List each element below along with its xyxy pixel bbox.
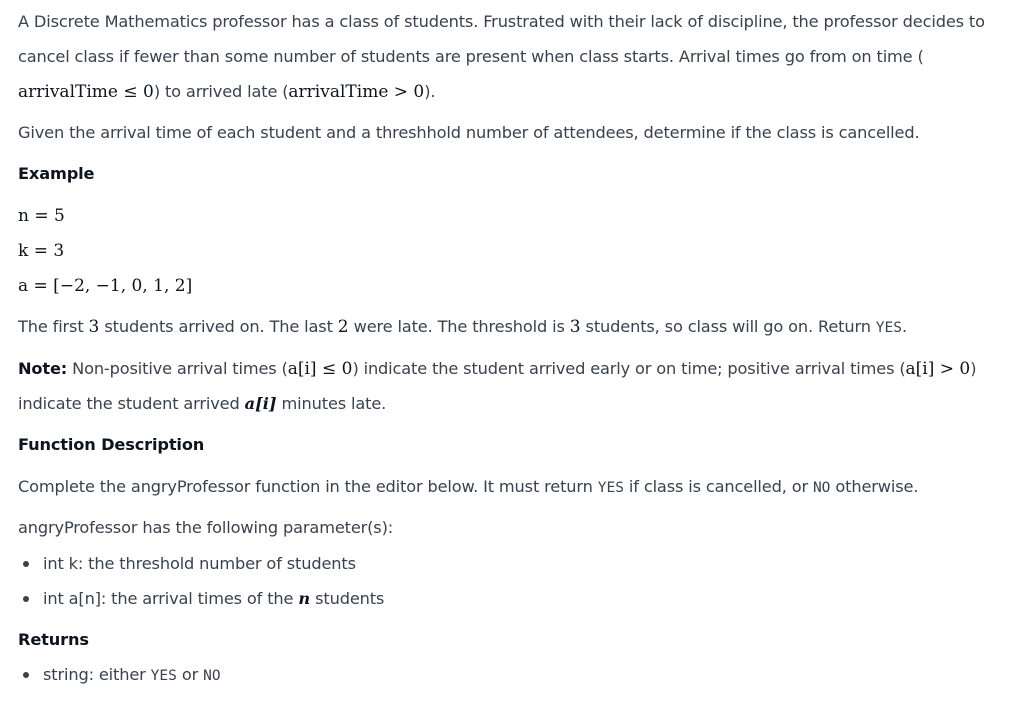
intro-line-1: A Discrete Mathematics professor has a class of students. Frustrated with their lack of discipline, the professor decides to: [18, 12, 985, 31]
note-line-2: [18, 392, 386, 416]
explain-return-code: YES: [875, 320, 902, 336]
function-description-heading: Function Description: [18, 435, 205, 454]
returns-heading: Returns: [18, 630, 89, 649]
fd-text-2: if class is cancelled, or: [623, 477, 813, 496]
returns-yes-code: YES: [150, 668, 177, 684]
function-description-text: [18, 475, 918, 500]
explain-first-count: 3: [88, 317, 100, 337]
explain-text-4: students, so class will go on. Return: [580, 317, 876, 336]
note-text-3: ): [970, 359, 977, 378]
param-a-text-2: students: [310, 589, 385, 608]
returns-no-code: NO: [203, 668, 221, 684]
note-label: Note:: [18, 359, 68, 378]
math-arrival-late: arrivalTime > 0: [288, 82, 425, 102]
returns-text-2: or: [176, 665, 204, 684]
param-k-text: int k: the threshold number of students: [43, 554, 356, 573]
explain-threshold: 3: [569, 317, 581, 337]
example-explanation: [18, 315, 907, 340]
note-line-1: [18, 357, 976, 381]
note-line-2-text-2: minutes late.: [276, 394, 387, 413]
note-math-1: a[i] ≤ 0: [287, 359, 353, 379]
example-k: k = 3: [18, 241, 65, 261]
returns-item: [18, 663, 221, 688]
note-math-2: a[i] > 0: [905, 359, 971, 379]
intro-line-3-mid: ) to arrived late (: [153, 82, 289, 101]
note-text-2: ) indicate the student arrived early or on time; positive arrival times (: [352, 359, 906, 378]
note-line-2-math: a[i]: [244, 394, 277, 413]
bullet-icon: [23, 596, 29, 602]
intro-line-3: [18, 80, 435, 104]
note-line-2-text-1: indicate the student arrived: [18, 394, 245, 413]
fd-yes-code: YES: [597, 480, 624, 496]
given-paragraph: Given the arrival time of each student and a threshhold number of attendees, determine if the class is cancelled.: [18, 123, 920, 142]
explain-text-1: The first: [18, 317, 89, 336]
fd-no-code: NO: [812, 480, 831, 496]
bullet-icon: [23, 672, 29, 678]
example-n: n = 5: [18, 206, 65, 226]
param-a-item: [18, 587, 384, 611]
params-intro: angryProfessor has the following parameter(s):: [18, 518, 394, 537]
fd-text-1: Complete the angryProfessor function in the editor below. It must return: [18, 477, 598, 496]
bullet-icon: [23, 561, 29, 567]
fd-text-3: otherwise.: [830, 477, 919, 496]
intro-line-3-end: ).: [424, 82, 436, 101]
explain-text-3: were late. The threshold is: [348, 317, 570, 336]
explain-text-2: students arrived on. The last: [99, 317, 338, 336]
param-a-text-1: int a[n]: the arrival times of the: [43, 589, 299, 608]
returns-text-1: string: either: [43, 665, 151, 684]
param-a-math: n: [298, 589, 311, 608]
example-a: a = [−2, −1, 0, 1, 2]: [18, 276, 193, 296]
param-k-item: [18, 552, 356, 576]
explain-text-5: .: [902, 317, 907, 336]
example-heading: Example: [18, 164, 95, 183]
math-arrival-on-time: arrivalTime ≤ 0: [18, 82, 154, 102]
note-text-1: Non-positive arrival times (: [67, 359, 288, 378]
explain-last-count: 2: [337, 317, 349, 337]
intro-line-2: cancel class if fewer than some number of students are present when class starts. Arrival times go from on time (: [18, 47, 924, 66]
